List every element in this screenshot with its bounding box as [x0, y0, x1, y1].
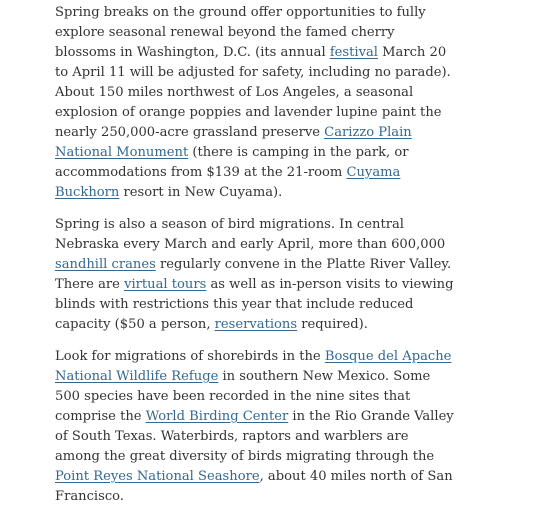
article-paragraph	[55, 215, 457, 335]
festival-link[interactable]: festival	[329, 45, 378, 60]
article-paragraph	[55, 3, 457, 203]
paragraph-text: March 20 to April 11 will be adjusted for safety, including no parade). About 150 miles northwest of Los Angeles, a seasonal explosion of orange poppies and lavender lupine paint the nearly 250,000-acre grassland preserve	[55, 45, 451, 140]
virtual-tours-link[interactable]: virtual tours	[124, 277, 207, 292]
paragraph-text: in southern New Mexico. Some 500 species have been recorded in the nine sites that comprise the	[55, 369, 431, 424]
article-paragraph	[55, 347, 457, 507]
sandhill-cranes-link[interactable]: sandhill cranes	[55, 257, 156, 272]
carizzo-plain-link[interactable]: Carizzo Plain National Monument	[55, 125, 412, 160]
point-reyes-link[interactable]: Point Reyes National Seashore	[55, 469, 260, 484]
world-birding-center-link[interactable]: World Birding Center	[145, 409, 289, 424]
paragraph-text: as well as in-person visits to viewing blinds with restrictions this year that include reduced capacity ($50 a person,	[55, 277, 454, 332]
cuyama-buckhorn-link[interactable]: Cuyama Buckhorn	[55, 165, 401, 200]
paragraph-text: (there is camping in the park, or accommodations from $139 at the 21-room	[55, 145, 409, 180]
paragraph-text: Spring is also a season of bird migrations. In central Nebraska every March and early April, more than 600,000	[55, 217, 446, 252]
article-body	[55, 3, 457, 519]
paragraph-text: Spring breaks on the ground offer opportunities to fully explore seasonal renewal beyond the famed cherry blossoms in Washington, D.C. (its annual	[55, 5, 426, 60]
paragraph-text: regularly convene in the Platte River Valley. There are	[55, 257, 452, 292]
paragraph-text: required).	[297, 317, 368, 332]
paragraph-text: Look for migrations of shorebirds in the	[55, 349, 325, 364]
paragraph-text: in the Rio Grande Valley of South Texas. Waterbirds, raptors and warblers are among the great diversity of birds migrating through the	[55, 409, 454, 464]
reservations-link[interactable]: reservations	[214, 317, 298, 332]
bosque-del-apache-link[interactable]: Bosque del Apache National Wildlife Refuge	[55, 349, 452, 384]
paragraph-text: resort in New Cuyama).	[119, 185, 283, 200]
paragraph-text: , about 40 miles north of San Francisco.	[55, 469, 453, 504]
